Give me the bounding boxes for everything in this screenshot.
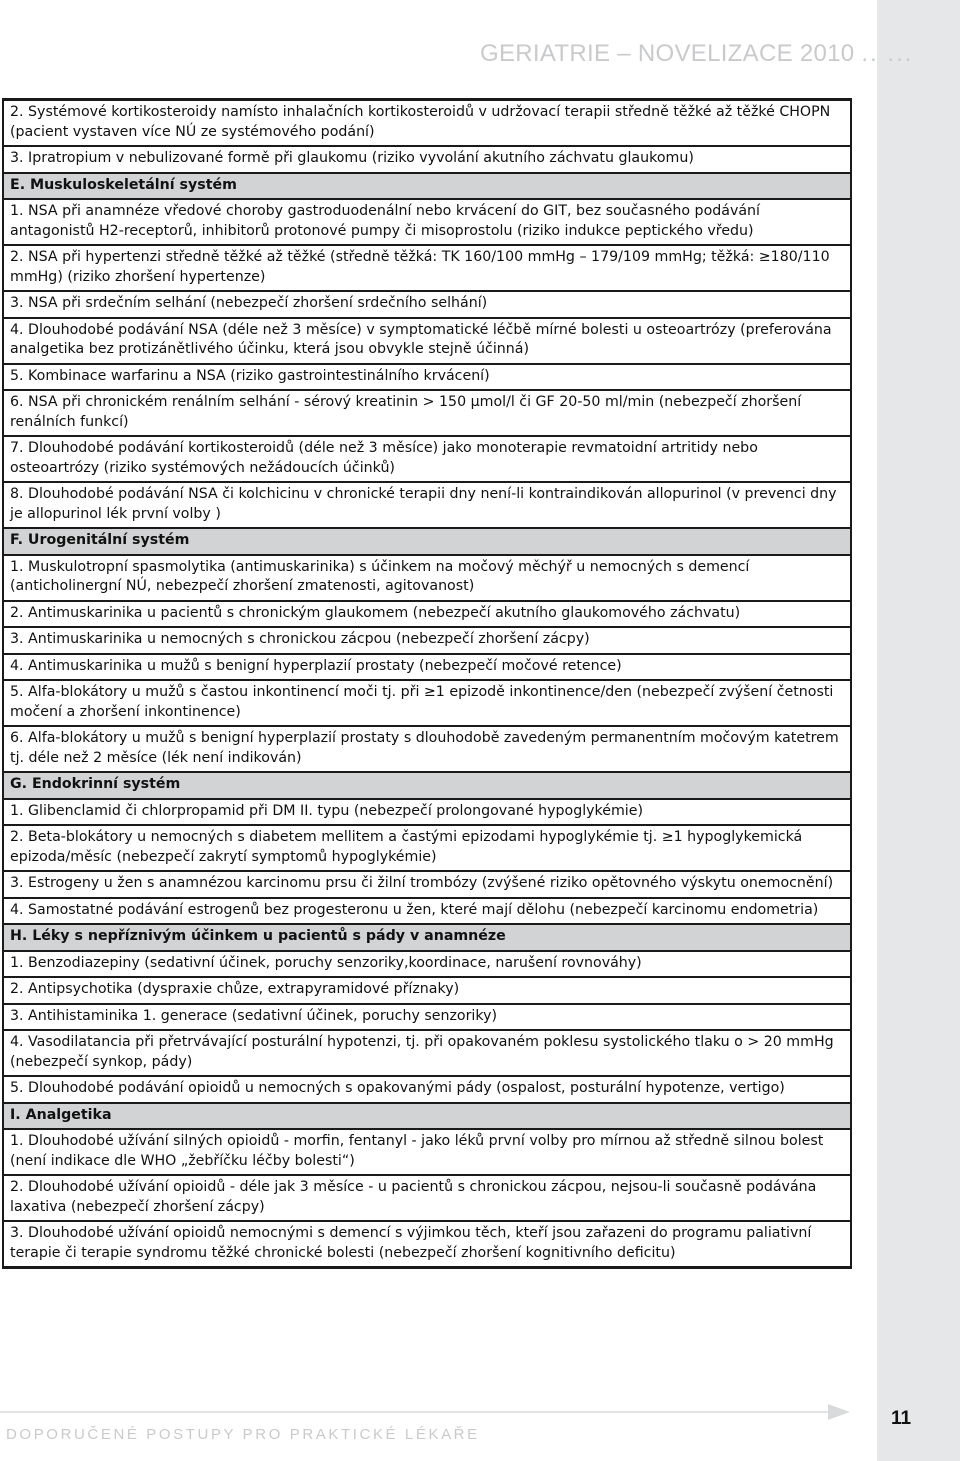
- section-heading: E. Muskuloskeletální systém: [3, 173, 851, 200]
- criteria-table-body: [3, 100, 851, 1268]
- criterion-text: 4. Antimuskarinika u mužů s benigní hyperplazií prostaty (nebezpečí močové retence): [3, 654, 851, 681]
- criterion-row: [3, 555, 851, 601]
- criterion-row: [3, 898, 851, 925]
- criterion-row: [3, 654, 851, 681]
- criterion-row: [3, 245, 851, 291]
- criterion-text: 4. Vasodilatancia při přetrvávající posturální hypotenzi, tj. při opakovaném poklesu systolického tlaku o > 20 mmHg (nebezpečí synkop, pády): [3, 1030, 851, 1076]
- footer-rule: [0, 1411, 832, 1413]
- criterion-text: 5. Kombinace warfarinu a NSA (riziko gastrointestinálního krvácení): [3, 364, 851, 391]
- criterion-text: 5. Alfa-blokátory u mužů s častou inkontinencí moči tj. při ≥1 epizodě inkontinence/den (nebezpečí zvýšení četnosti močení a zhoršení inkontinence): [3, 680, 851, 726]
- side-strip: [877, 0, 960, 1461]
- running-header-dots: .. ...: [861, 40, 914, 67]
- section-heading: F. Urogenitální systém: [3, 528, 851, 555]
- footer-arrow-icon: [828, 1404, 850, 1420]
- footer-series-title: DOPORUČENÉ POSTUPY PRO PRAKTICKÉ LÉKAŘE: [6, 1426, 480, 1443]
- criterion-text: 1. NSA při anamnéze vředové choroby gastroduodenální nebo krvácení do GIT, bez současného podávání antagonistů H2-receptorů, inhibitorů protonové pumpy či misoprostolu (riziko indukce peptického vředu): [3, 199, 851, 245]
- criterion-row: [3, 390, 851, 436]
- section-heading: H. Léky s nepříznivým účinkem u pacientů s pády v anamnéze: [3, 924, 851, 951]
- criterion-text: 7. Dlouhodobé podávání kortikosteroidů (déle než 3 měsíce) jako monoterapie revmatoidní artritidy nebo osteoartrózy (riziko systémových nežádoucích účinků): [3, 436, 851, 482]
- criterion-text: 1. Dlouhodobé užívání silných opioidů - morfin, fentanyl - jako léků první volby pro mírnou až středně silnou bolest (není indikace dle WHO „žebříčku léčby bolesti“): [3, 1129, 851, 1175]
- criterion-row: [3, 1221, 851, 1268]
- page-number: 11: [890, 1408, 912, 1429]
- criterion-text: 3. Antihistaminika 1. generace (sedativní účinek, poruchy senzoriky): [3, 1004, 851, 1031]
- criteria-table: [2, 98, 852, 1269]
- criterion-text: 4. Samostatné podávání estrogenů bez progesteronu u žen, které mají dělohu (nebezpečí karcinomu endometria): [3, 898, 851, 925]
- criterion-text: 1. Glibenclamid či chlorpropamid při DM II. typu (nebezpečí prolongované hypoglykémie): [3, 799, 851, 826]
- section-heading: G. Endokrinní systém: [3, 772, 851, 799]
- criterion-text: 2. Beta-blokátory u nemocných s diabetem mellitem a častými epizodami hypoglykémie tj. ≥1 hypoglykemická epizoda/měsíc (nebezpečí zakrytí symptomů hypoglykémie): [3, 825, 851, 871]
- criterion-row: [3, 318, 851, 364]
- criterion-text: 3. Ipratropium v nebulizované formě při glaukomu (riziko vyvolání akutního záchvatu glaukomu): [3, 146, 851, 173]
- running-header: [480, 40, 940, 68]
- criterion-row: [3, 199, 851, 245]
- criterion-text: 2. Systémové kortikosteroidy namísto inhalačních kortikosteroidů v udržovací terapii středně těžké až těžké CHOPN (pacient vystaven více NÚ ze systémového podání): [3, 100, 851, 147]
- section-heading-row: [3, 924, 851, 951]
- criterion-row: [3, 825, 851, 871]
- criterion-row: [3, 1175, 851, 1221]
- criterion-text: 1. Muskulotropní spasmolytika (antimuskarinika) s účinkem na močový měchýř u nemocných s demencí (anticholinergní NÚ, nebezpečí zhoršení zmatenosti, agitovanost): [3, 555, 851, 601]
- criterion-text: 3. Estrogeny u žen s anamnézou karcinomu prsu či žilní trombózy (zvýšené riziko opětovného výskytu onemocnění): [3, 871, 851, 898]
- running-header-title: GERIATRIE – NOVELIZACE 2010: [480, 40, 855, 67]
- criterion-row: [3, 1004, 851, 1031]
- criterion-row: [3, 436, 851, 482]
- criterion-row: [3, 627, 851, 654]
- criterion-row: [3, 601, 851, 628]
- criterion-row: [3, 482, 851, 528]
- criterion-row: [3, 1030, 851, 1076]
- criterion-row: [3, 291, 851, 318]
- section-heading-row: [3, 1103, 851, 1130]
- section-heading: I. Analgetika: [3, 1103, 851, 1130]
- criterion-row: [3, 100, 851, 147]
- criterion-row: [3, 146, 851, 173]
- section-heading-row: [3, 528, 851, 555]
- criterion-row: [3, 799, 851, 826]
- criterion-row: [3, 1076, 851, 1103]
- criterion-text: 5. Dlouhodobé podávání opioidů u nemocných s opakovanými pády (ospalost, posturální hypotenze, vertigo): [3, 1076, 851, 1103]
- criterion-row: [3, 680, 851, 726]
- criterion-row: [3, 1129, 851, 1175]
- section-heading-row: [3, 772, 851, 799]
- criterion-text: 2. Antipsychotika (dyspraxie chůze, extrapyramidové příznaky): [3, 977, 851, 1004]
- criterion-text: 1. Benzodiazepiny (sedativní účinek, poruchy senzoriky,koordinace, narušení rovnováhy): [3, 951, 851, 978]
- criterion-text: 2. Antimuskarinika u pacientů s chronickým glaukomem (nebezpečí akutního glaukomového záchvatu): [3, 601, 851, 628]
- criterion-text: 6. NSA při chronickém renálním selhání - sérový kreatinin > 150 µmol/l či GF 20-50 ml/min (nebezpečí zhoršení renálních funkcí): [3, 390, 851, 436]
- criterion-text: 2. Dlouhodobé užívání opioidů - déle jak 3 měsíce - u pacientů s chronickou zácpou, nejsou-li současně podávána laxativa (nebezpečí zhoršení zácpy): [3, 1175, 851, 1221]
- criterion-row: [3, 726, 851, 772]
- criterion-text: 6. Alfa-blokátory u mužů s benigní hyperplazií prostaty s dlouhodobě zavedeným permanentním močovým katetrem tj. déle než 2 měsíce (lék není indikován): [3, 726, 851, 772]
- criterion-row: [3, 977, 851, 1004]
- criterion-text: 2. NSA při hypertenzi středně těžké až těžké (středně těžká: TK 160/100 mmHg – 179/109 mmHg; těžká: ≥180/110 mmHg) (riziko zhoršení hypertenze): [3, 245, 851, 291]
- criterion-text: 8. Dlouhodobé podávání NSA či kolchicinu v chronické terapii dny není-li kontraindikován allopurinol (v prevenci dny je allopurinol lék první volby ): [3, 482, 851, 528]
- section-heading-row: [3, 173, 851, 200]
- criterion-text: 4. Dlouhodobé podávání NSA (déle než 3 měsíce) v symptomatické léčbě mírné bolesti u osteoartrózy (preferována analgetika bez protizánětlivého účinku, která jsou obvykle stejně účinná): [3, 318, 851, 364]
- criterion-text: 3. Antimuskarinika u nemocných s chronickou zácpou (nebezpečí zhoršení zácpy): [3, 627, 851, 654]
- criterion-row: [3, 951, 851, 978]
- criterion-row: [3, 364, 851, 391]
- criterion-row: [3, 871, 851, 898]
- criterion-text: 3. Dlouhodobé užívání opioidů nemocnými s demencí s výjimkou těch, kteří jsou zařazeni do programu paliativní terapie či terapie syndromu těžké chronické bolesti (nebezpečí zhoršení kognitivního deficitu): [3, 1221, 851, 1268]
- criterion-text: 3. NSA při srdečním selhání (nebezpečí zhoršení srdečního selhání): [3, 291, 851, 318]
